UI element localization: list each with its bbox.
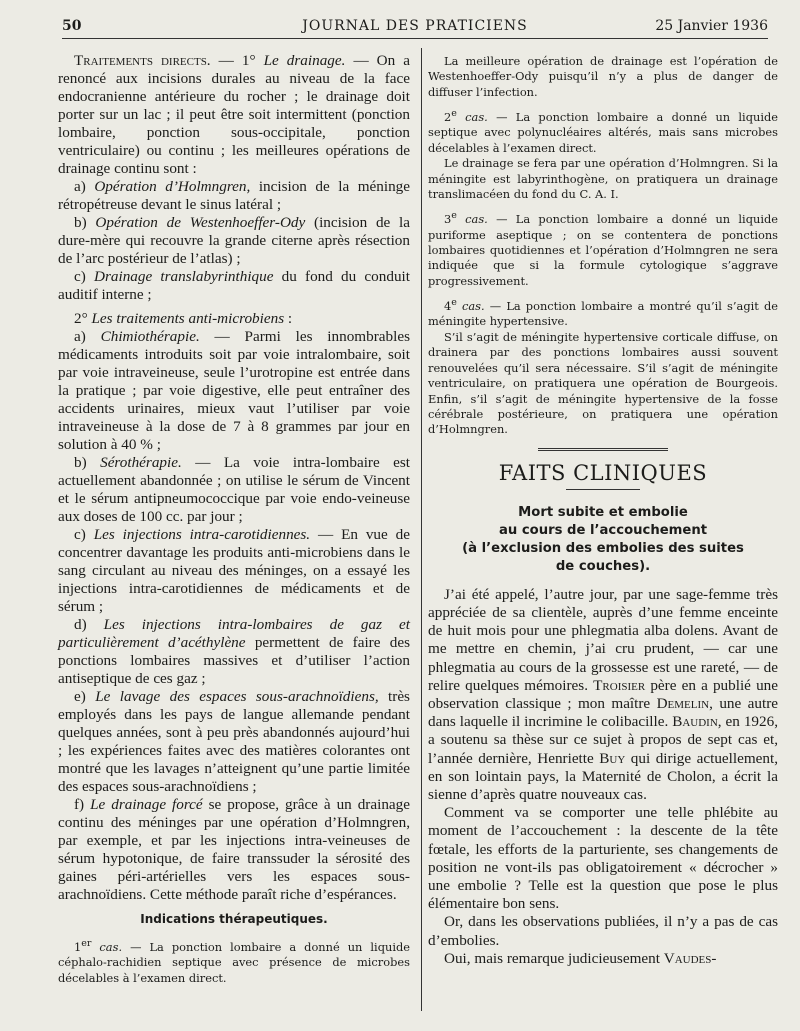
text-run: b) [74, 454, 101, 471]
text-run: Drainage translabyrinthique [94, 268, 274, 285]
paragraph-best-drainage: La meilleure opération de drainage est l’opération de Westenhoeffer-Ody puisqu’il n’y a plus de danger de diffuser l’infection. [428, 54, 778, 99]
page-header [62, 16, 768, 38]
paragraph-anti-microbiens [58, 310, 410, 328]
text-run: f) [74, 796, 91, 813]
text-run: au cours de l’accouchement [498, 522, 708, 538]
text-run: e [451, 297, 457, 309]
section-title-rule [566, 489, 640, 490]
column-divider [421, 48, 422, 1011]
text-run: Opération d’Holmngren, [94, 178, 251, 195]
article-paragraph-1 [428, 586, 778, 804]
text-run: e [451, 210, 457, 222]
section-title: FAITS CLINIQUES [498, 460, 708, 485]
indications-heading: Indications thérapeutiques. [140, 912, 328, 926]
paragraph-intra-carotidiennes [58, 526, 410, 616]
article-paragraph-2: Comment va se comporter une telle phlébite au moment de l’accouchement : la descente de la tête fœtale, les efforts de la parturiente, ses changements de position ne vont-ils pas obligatoirement « décrocher » une embolie ? Telle est la question que pose le plus élémentaire bon sens. [428, 804, 778, 913]
paragraph-serotherapie [58, 454, 410, 526]
text-run: — En vue de concentrer davantage les produits anti-microbiens dans le sang circulant au niveau des méninges, on a essayé les injections intra-carotidiennes de médicaments et de sérum ; [58, 526, 410, 615]
text-run: très employés dans les pays de langue allemande pendant quelques années, sont à peu près abandonnés aujourd’hui ; les expériences faites avec des matières colorantes ont montré que les lavages n’atteignent qu’une partie limitée des espaces sous-arachnoïdiens ; [58, 688, 410, 795]
text-run: cas. [91, 939, 123, 954]
text-run: Les traitements anti-microbiens [91, 310, 285, 327]
text-run: — La ponction lombaire a montré qu’il s’agit de méningite hypertensive. [428, 299, 778, 329]
left-column [58, 52, 410, 986]
paragraph-holmngren [58, 178, 410, 214]
text-run: cas. [456, 212, 488, 227]
text-run: permettent de faire des ponctions lombaires massives et d’utiliser l’action antiseptique de ces gaz ; [58, 634, 410, 687]
article-paragraph-3: Or, dans les observations publiées, il n’y a pas de cas d’embolies. [428, 913, 778, 949]
text-run: J’ai été appelé, l’autre jour, par une sage-femme très appréciée de sa clientèle, auprès d’une femme enceinte de huit mois pour une phlegmatia alba dolens. Avant de me mettre en chemin, j’ai cru prudent, — car une phlegmatia au cours de la grossesse est une rareté, — de relire quelques mémoires. [428, 585, 778, 694]
text-run: cas. [456, 110, 488, 125]
text-run: , en 1926, a soutenu sa thèse sur ce sujet à propos de sept cas et, l’année dernière, Henriette [428, 713, 778, 767]
page-number: 50 [62, 18, 82, 34]
text-run: Oui, mais remarque judicieusement [444, 949, 664, 967]
paragraph-lavage [58, 688, 410, 796]
text-run: incision de la méninge rétropétreuse devant le sinus latéral ; [58, 178, 410, 213]
text-run: Le lavage des espaces sous-arachnoïdiens, [95, 688, 379, 705]
text-run: Les injections intra-carotidiennes. [93, 526, 311, 543]
author-name: Vaudes- [663, 949, 717, 967]
section-label: Traitements directs. [74, 52, 211, 69]
paragraph-translabyrinthique [58, 268, 410, 304]
text-run: a) [74, 178, 95, 195]
text-run: e [451, 108, 457, 120]
right-column [428, 54, 778, 968]
text-run: Sérothérapie. [100, 454, 182, 471]
text-run: d) [74, 616, 104, 633]
text-run: er [81, 938, 92, 949]
text-run: — La ponction lombaire a donné un liquide céphalo-rachidien septique avec présence de microbes décelables à l’examen direct. [58, 939, 410, 985]
issue-date: 25 Janvier 1936 [655, 18, 768, 34]
text-run: c) [74, 526, 94, 543]
text-run: 1 [74, 939, 82, 954]
journal-title: JOURNAL DES PRATICIENS [302, 18, 528, 34]
paragraph-direct-treatments [58, 52, 410, 178]
author-name: Troisier [593, 676, 646, 694]
text-run: : [284, 310, 293, 327]
text-run: , une autre dans laquelle il incrimine le colibacille. [428, 694, 779, 731]
text-run: — La ponction lombaire a donné un liquide septique avec polynucléaires altérés, mais sans microbes décelables à l’examen direct. [428, 110, 778, 155]
text-run: 2° [74, 310, 92, 327]
text-run: (incision de la dure-mère qui recouvre la grande citerne après résection de l’arc postérieur de l’atlas) ; [58, 214, 410, 267]
case-4-paragraph [428, 295, 778, 330]
text-run: du fond du conduit auditif interne ; [58, 268, 410, 303]
text-run: — On a renoncé aux incisions durales au niveau de la face endocranienne antérieure du rocher ; le drainage doit porter sur un lac ; il peut être soit intermittent (ponction lombaire, ponction sous-occipitale, ponction ventriculaire) ou continu ; les meilleures opérations de drainage continu sont : [58, 52, 410, 177]
text-run: e) [74, 688, 96, 705]
text-run: Opération de Westenhoeffer-Ody [95, 214, 306, 231]
text-run: cas. [456, 299, 485, 314]
text-run: de couches). [555, 558, 651, 574]
author-name: Demelin [656, 694, 710, 712]
paragraph-chimiotherapie [58, 328, 410, 454]
text-run: Les injections intra-lombaires de gaz et particulièrement d’acéthylène [58, 616, 410, 651]
text-run: 4 [444, 299, 452, 314]
text-run: Le drainage forcé [90, 796, 203, 813]
text-run: — La voie intra-lombaire est actuellement abandonnée ; on utilise le sérum de Vincent et le sérum antipneumococcique par voie endo-veineuse aux doses de 100 cc. par jour ; [58, 454, 411, 525]
text-run: se propose, grâce à un drainage continu des méninges par une opération d’Holmngren, par exemple, et par les injections intra-veineuses de sérum hypotonique, de faire transsuder la sérosité des gaines péri-artérielles vers les espaces sous-arachnoïdiens. Cette méthode paraît riche d’espérances. [58, 796, 410, 903]
paragraph-intra-lombaires [58, 616, 410, 688]
paragraph-holmngren-drainage: Le drainage se fera par une opération d’Holmngren. Si la méningite est labyrinthogène, on pratiquera un drainage translimacéen du fond du C. A. I. [428, 156, 778, 202]
text-run: qui dirige actuellement, en son lointain pays, la Maternité de Cholon, a écrit la sienne d’après quatre nouveaux cas. [428, 749, 779, 803]
paragraph-westenhoeffer [58, 214, 410, 268]
text-run: — La ponction lombaire a donné un liquide puriforme aseptique ; on se contentera de ponctions lombaires quotidiennes et l’opération d’Holmngren ne sera indiquée que si la formule cytologique s’aggrave progressivement. [428, 212, 778, 288]
text-run: (à l’exclusion des embolies des suites [462, 540, 744, 556]
paragraph-drainage-force [58, 796, 410, 904]
text-run: 3 [444, 212, 452, 227]
text-run: Mort subite et embolie [518, 504, 688, 520]
subheading: Le drainage. [263, 52, 346, 69]
text-run: b) [74, 214, 96, 231]
text-run: Chimiothérapie. [100, 328, 200, 345]
header-rule [62, 38, 768, 39]
paragraph-hypertensive: S’il s’agit de méningite hypertensive corticale diffuse, on drainera par des ponctions lombaires aussi souvent renouvelées qu’il sera nécessaire. S’il s’agit de méningite ventriculaire, on pratiquera une opération de Bourgeois. Enfin, s’il s’agit de méningite hypertensive de la fosse cérébrale postérieure, on pratiquera une opération d’Holmngren. [428, 329, 778, 437]
case-3-paragraph [428, 208, 778, 289]
article-paragraph-4 [428, 950, 778, 968]
author-name: Buy [599, 749, 626, 767]
case-2-paragraph [428, 106, 778, 156]
case-1-paragraph [58, 936, 410, 986]
section-double-rule [538, 448, 668, 451]
text-run: c) [74, 268, 94, 285]
text-run: — Parmi les innombrables médicaments introduits soit par voie intralombaire, soit par voie intraveineuse, seule l’urotropine est entrée dans la pratique ; par voie digestive, elle peut entraîner des accidents urinaires, mieux vaut l’utiliser par voie intraveineuse à la dose de 7 à 8 grammes par jour en solution à 40 % ; [58, 328, 410, 453]
article-title [428, 504, 778, 576]
text-run: — 1° [210, 52, 264, 69]
text-run: 2 [444, 110, 452, 125]
text-run: père en a publié une observation classique ; mon maître [428, 676, 778, 712]
text-run: a) [74, 328, 101, 345]
author-name: Baudin [672, 713, 718, 731]
